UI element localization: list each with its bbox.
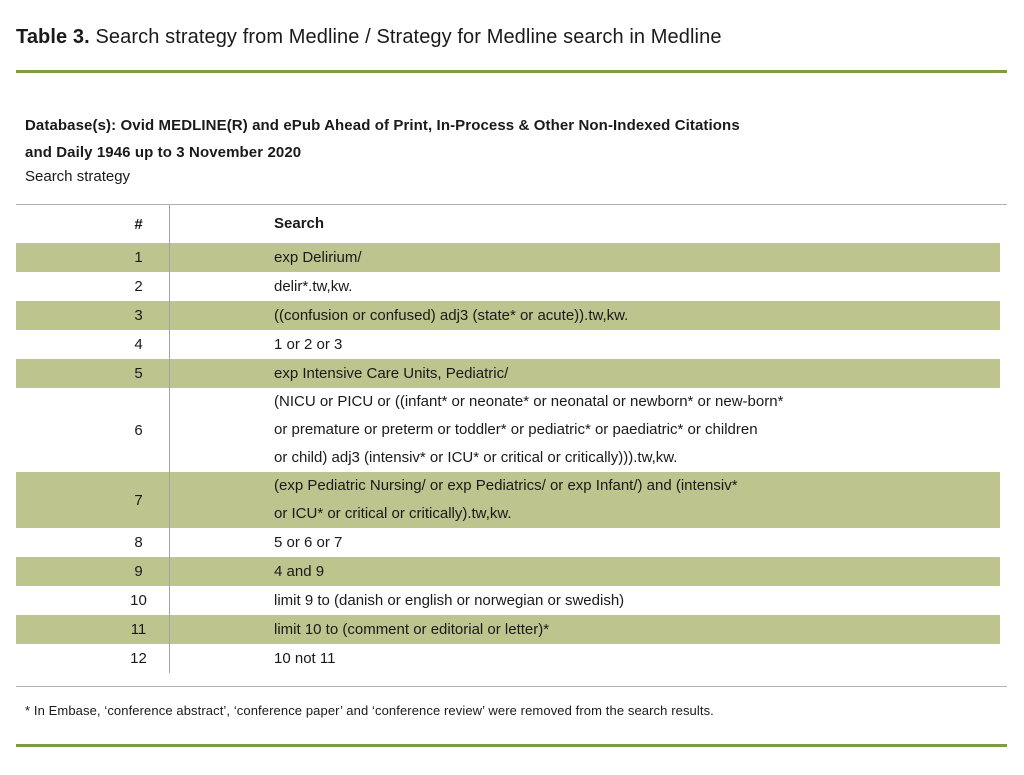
search-expression-cell <box>170 472 1000 528</box>
search-expression-line: 5 or 6 or 7 <box>274 533 343 551</box>
row-number-cell: 7 <box>16 472 170 528</box>
search-expression-cell <box>170 388 1000 472</box>
table-row <box>16 472 1000 528</box>
table-title-label: Table 3. <box>16 26 90 48</box>
table-row <box>16 359 1000 388</box>
search-expression-line: or child) adj3 (intensiv* or ICU* or critical or critically))).tw,kw. <box>274 449 678 466</box>
row-number-cell: 9 <box>16 557 170 586</box>
table-row <box>16 243 1000 272</box>
table-title <box>16 25 1008 50</box>
search-expression-cell <box>170 644 1000 673</box>
search-expression-cell <box>170 330 1000 359</box>
row-number-cell: 12 <box>16 644 170 673</box>
search-expression-cell <box>170 557 1000 586</box>
table-row <box>16 330 1000 359</box>
table-title-text: Search strategy from Medline / Strategy for Medline search in Medline <box>95 26 722 48</box>
search-expression-cell <box>170 359 1000 388</box>
row-number-cell: 10 <box>16 586 170 615</box>
search-expression-cell <box>170 272 1000 301</box>
table-row <box>16 557 1000 586</box>
row-number-cell: 6 <box>16 388 170 472</box>
search-expression-line: (exp Pediatric Nursing/ or exp Pediatrics/ or exp Infant/) and (intensiv* <box>274 477 738 494</box>
search-expression-cell <box>170 301 1000 330</box>
search-expression-line: 1 or 2 or 3 <box>274 335 343 353</box>
table-row <box>16 528 1000 557</box>
search-expression-cell <box>170 615 1000 644</box>
table-row <box>16 301 1000 330</box>
search-expression-line: 10 not 11 <box>274 649 336 667</box>
search-expression-line: or premature or preterm or toddler* or pediatric* or paediatric* or children <box>274 421 758 438</box>
search-table <box>16 205 1000 673</box>
database-line-1: Database(s): Ovid MEDLINE(R) and ePub Ahead of Print, In-Process & Other Non-Indexed Citations <box>25 117 740 134</box>
search-strategy-label: Search strategy <box>25 168 131 185</box>
column-header-number: # <box>16 205 170 243</box>
search-expression-line: ((confusion or confused) adj3 (state* or acute)).tw,kw. <box>274 306 629 324</box>
row-number-cell: 5 <box>16 359 170 388</box>
table-row <box>16 586 1000 615</box>
search-expression-line: or ICU* or critical or critically).tw,kw. <box>274 505 512 522</box>
title-divider-rule <box>16 70 1007 73</box>
search-expression-line: exp Delirium/ <box>274 248 362 266</box>
search-expression-cell <box>170 528 1000 557</box>
footnote: * In Embase, ‘conference abstract’, ‘conference paper’ and ‘conference review’ were removed from the search results. <box>25 703 714 718</box>
search-expression-line: (NICU or PICU or ((infant* or neonate* or neonatal or newborn* or new-born* <box>274 393 784 410</box>
row-number-cell: 2 <box>16 272 170 301</box>
table-row <box>16 388 1000 472</box>
database-line-2: and Daily 1946 up to 3 November 2020 <box>25 144 302 161</box>
search-expression-cell <box>170 586 1000 615</box>
table-row <box>16 272 1000 301</box>
row-number-cell: 11 <box>16 615 170 644</box>
search-expression-line: 4 and 9 <box>274 562 325 580</box>
table-row <box>16 644 1000 673</box>
search-expression-line: limit 10 to (comment or editorial or letter)* <box>274 620 550 638</box>
table-row <box>16 615 1000 644</box>
search-expression-line: delir*.tw,kw. <box>274 277 353 295</box>
search-expression-line: limit 9 to (danish or english or norwegian or swedish) <box>274 591 625 609</box>
row-number-cell: 8 <box>16 528 170 557</box>
table-bottom-rule <box>16 686 1007 687</box>
search-expression-line: exp Intensive Care Units, Pediatric/ <box>274 364 509 382</box>
search-expression-cell <box>170 243 1000 272</box>
row-number-cell: 3 <box>16 301 170 330</box>
column-header-search-label: Search <box>274 215 325 232</box>
database-info <box>16 112 1008 166</box>
table-header-row <box>16 205 1000 243</box>
bottom-rule <box>16 744 1007 747</box>
column-header-search <box>170 205 1000 243</box>
row-number-cell: 4 <box>16 330 170 359</box>
row-number-cell: 1 <box>16 243 170 272</box>
